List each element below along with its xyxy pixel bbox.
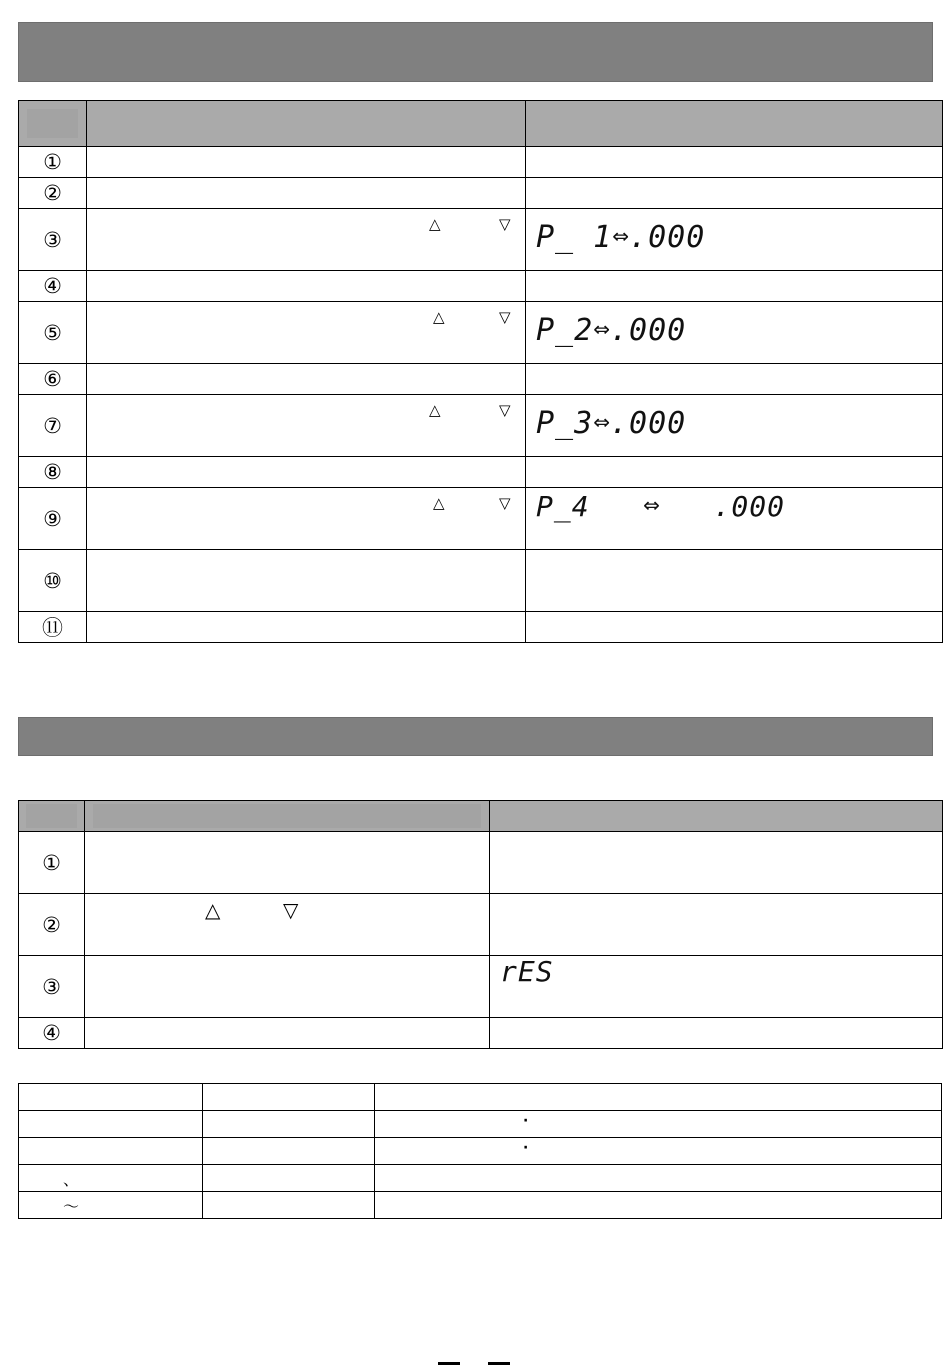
step-number: ⑩	[19, 550, 87, 612]
table-row	[19, 1111, 942, 1138]
step-display	[490, 832, 943, 894]
table-row	[19, 209, 943, 271]
param-value: .000	[609, 406, 687, 441]
step-number: ③	[19, 956, 85, 1018]
page-footer-dash-left	[438, 1362, 460, 1365]
param-value: .000	[713, 490, 785, 523]
step-operation	[87, 457, 526, 488]
spec-cell	[203, 1084, 375, 1111]
step-number: ①	[19, 147, 87, 178]
table-row	[19, 271, 943, 302]
header-operation	[85, 801, 490, 832]
step-operation	[87, 364, 526, 395]
step-display	[526, 457, 943, 488]
param-code: P_2	[536, 313, 594, 348]
step-operation	[87, 271, 526, 302]
spec-cell	[203, 1111, 375, 1138]
header-display	[526, 101, 943, 147]
table-header-row	[19, 101, 943, 147]
spec-cell	[375, 1084, 942, 1111]
table-row	[19, 1138, 942, 1165]
step-number: ①	[19, 832, 85, 894]
step-display	[526, 395, 943, 457]
down-key-icon: ▽	[499, 494, 511, 512]
table-row	[19, 488, 943, 550]
spec-cell	[203, 1165, 375, 1192]
header-operation	[87, 101, 526, 147]
header-no	[19, 101, 87, 147]
step-operation	[85, 894, 490, 956]
table-row	[19, 956, 943, 1018]
middle-dot: ·	[523, 1140, 529, 1156]
toggle-arrow-icon: ⇔	[612, 224, 630, 248]
step-operation	[87, 178, 526, 209]
segment-display	[536, 490, 785, 523]
table-row	[19, 1084, 942, 1111]
spec-cell	[375, 1165, 942, 1192]
tilde-mark: ～	[63, 1197, 80, 1216]
table-row	[19, 395, 943, 457]
table-row	[19, 302, 943, 364]
procedure-table-2	[18, 800, 943, 1049]
param-value: .000	[609, 313, 687, 348]
table-row	[19, 894, 943, 956]
step-operation	[87, 488, 526, 550]
step-operation	[85, 832, 490, 894]
table-row	[19, 178, 943, 209]
segment-display: rES	[500, 955, 554, 988]
spec-cell	[19, 1138, 203, 1165]
comma-mark: 、	[63, 1170, 80, 1189]
table-row	[19, 1192, 942, 1219]
table-row	[19, 147, 943, 178]
up-key-icon: △	[429, 215, 441, 233]
step-operation	[85, 1018, 490, 1049]
step-number: ③	[19, 209, 87, 271]
step-operation	[85, 956, 490, 1018]
down-key-icon: ▽	[283, 898, 299, 922]
table-row	[19, 364, 943, 395]
step-operation	[87, 147, 526, 178]
step-number: ⑤	[19, 302, 87, 364]
header-no	[19, 801, 85, 832]
toggle-arrow-icon: ⇔	[643, 493, 660, 517]
step-operation	[87, 612, 526, 643]
step-number: ②	[19, 894, 85, 956]
toggle-arrow-icon: ⇔	[593, 410, 610, 434]
spec-table	[18, 1083, 942, 1219]
step-display	[526, 271, 943, 302]
down-key-icon: ▽	[499, 308, 511, 326]
table-row	[19, 1018, 943, 1049]
middle-dot: ·	[523, 1113, 529, 1129]
spec-cell	[19, 1111, 203, 1138]
segment-display	[536, 406, 687, 441]
up-key-icon: △	[433, 308, 445, 326]
param-code: P_4	[536, 490, 590, 523]
table-row	[19, 832, 943, 894]
step-number: ⑧	[19, 457, 87, 488]
up-key-icon: △	[205, 898, 221, 922]
segment-display	[536, 313, 687, 348]
step-display	[526, 302, 943, 364]
step-display	[490, 894, 943, 956]
section-header-bar-2	[18, 717, 933, 756]
step-display	[526, 488, 943, 550]
page-footer-dash-right	[488, 1362, 510, 1365]
toggle-arrow-icon: ⇔	[593, 317, 610, 341]
step-display	[526, 147, 943, 178]
spec-cell	[375, 1138, 942, 1165]
procedure-table-1	[18, 100, 943, 643]
segment-display	[536, 220, 706, 255]
step-display	[490, 956, 943, 1018]
spec-cell	[203, 1192, 375, 1219]
down-key-icon: ▽	[499, 401, 511, 419]
spec-cell	[19, 1165, 203, 1192]
step-number: ⑨	[19, 488, 87, 550]
down-key-icon: ▽	[499, 215, 511, 233]
table-header-row	[19, 801, 943, 832]
step-number: ⑦	[19, 395, 87, 457]
step-display	[490, 1018, 943, 1049]
step-operation	[87, 395, 526, 457]
up-key-icon: △	[433, 494, 445, 512]
step-number: ④	[19, 1018, 85, 1049]
step-number: ⑪	[19, 612, 87, 643]
spec-cell	[375, 1111, 942, 1138]
step-display	[526, 550, 943, 612]
step-display	[526, 178, 943, 209]
section-header-bar-1	[18, 22, 933, 82]
step-number: ⑥	[19, 364, 87, 395]
param-code: P_ 1	[536, 220, 613, 255]
step-number: ②	[19, 178, 87, 209]
step-operation	[87, 550, 526, 612]
header-display	[490, 801, 943, 832]
param-code: P_3	[536, 406, 594, 441]
up-key-icon: △	[429, 401, 441, 419]
step-operation	[87, 209, 526, 271]
param-value: .000	[629, 220, 706, 255]
table-row	[19, 1165, 942, 1192]
step-number: ④	[19, 271, 87, 302]
spec-cell	[203, 1138, 375, 1165]
table-row	[19, 550, 943, 612]
step-operation	[87, 302, 526, 364]
spec-cell	[19, 1192, 203, 1219]
step-display	[526, 612, 943, 643]
spec-cell	[375, 1192, 942, 1219]
table-row	[19, 457, 943, 488]
step-display	[526, 209, 943, 271]
spec-cell	[19, 1084, 203, 1111]
step-display	[526, 364, 943, 395]
table-row	[19, 612, 943, 643]
